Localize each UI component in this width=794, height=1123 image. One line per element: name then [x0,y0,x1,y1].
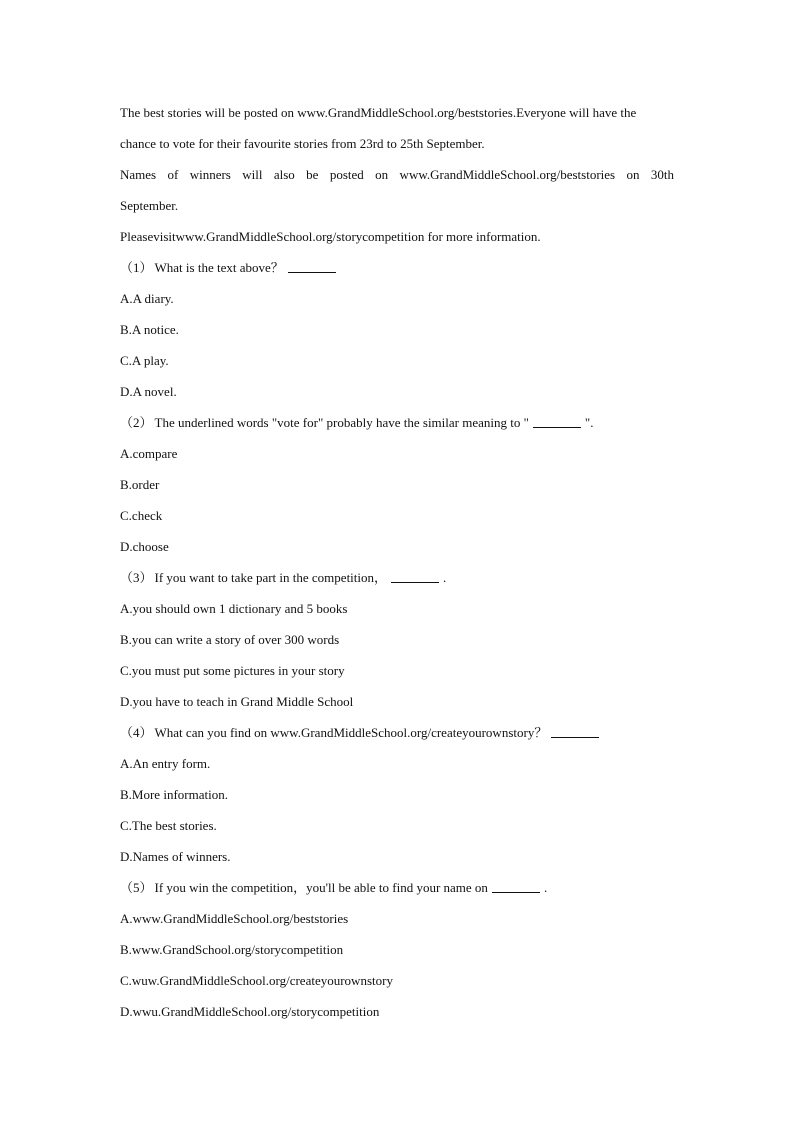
question-number: （5） [120,880,153,895]
answer-option[interactable]: C.you must put some pictures in your story [120,663,345,678]
passage-line: chance to vote for their favourite stories from 23rd to 25th September. [120,136,485,151]
answer-option[interactable]: A.www.GrandMiddleSchool.org/beststories [120,911,349,926]
passage-line: Names of winners will also be posted on www.GrandMiddleSchool.org/beststories on 30th [120,167,674,182]
document-content [120,97,674,1027]
answer-blank[interactable] [551,722,599,738]
answer-option[interactable]: D.wwu.GrandMiddleSchool.org/storycompetition [120,1004,380,1019]
question-number: （4） [120,725,153,740]
answer-option[interactable]: C.The best stories. [120,818,217,833]
question-number: （1） [120,260,153,275]
question-stem [120,562,674,593]
answer-option[interactable]: D.you have to teach in Grand Middle School [120,694,354,709]
question-stem [120,252,674,283]
answer-blank[interactable] [391,567,439,583]
answer-option[interactable]: B.you can write a story of over 300 words [120,632,340,647]
question-stem [120,872,674,903]
answer-option[interactable]: A.An entry form. [120,756,211,771]
answer-blank[interactable] [288,257,336,273]
answer-option[interactable]: C.wuw.GrandMiddleSchool.org/createyourownstory [120,973,393,988]
question-number: （3） [120,570,153,585]
answer-option[interactable]: B.More information. [120,787,228,802]
passage-line: The best stories will be posted on www.GrandMiddleSchool.org/beststories.Everyone will have the [120,105,637,120]
answer-option[interactable]: B.www.GrandSchool.org/storycompetition [120,942,344,957]
question-stem [120,407,674,438]
answer-option[interactable]: B.order [120,477,160,492]
passage-line: September. [120,198,179,213]
question-text-after: . [543,880,548,895]
question-text-after: ". [584,415,594,430]
answer-option[interactable]: C.check [120,508,163,523]
question-text: If you want to take part in the competition， [154,570,388,585]
question-text: What can you find on www.GrandMiddleSchool.org/createyourownstory？ [154,725,548,740]
answer-blank[interactable] [492,877,540,893]
question-text-after: . [443,570,447,585]
answer-option[interactable]: A.compare [120,446,178,461]
answer-option[interactable]: A.A diary. [120,291,174,306]
question-text: The underlined words "vote for" probably have the similar meaning to " [154,415,529,430]
passage-line: Pleasevisitwww.GrandMiddleSchool.org/storycompetition for more information. [120,229,541,244]
answer-option[interactable]: B.A notice. [120,322,179,337]
answer-option[interactable]: C.A play. [120,353,169,368]
answer-option[interactable]: D.choose [120,539,169,554]
answer-option[interactable]: A.you should own 1 dictionary and 5 books [120,601,348,616]
question-stem [120,717,674,748]
answer-option[interactable]: D.A novel. [120,384,177,399]
answer-blank[interactable] [533,412,581,428]
question-text: What is the text above？ [154,260,284,275]
answer-option[interactable]: D.Names of winners. [120,849,231,864]
question-number: （2） [120,415,153,430]
question-text: If you win the competition，you'll be able to find your name on [154,880,488,895]
